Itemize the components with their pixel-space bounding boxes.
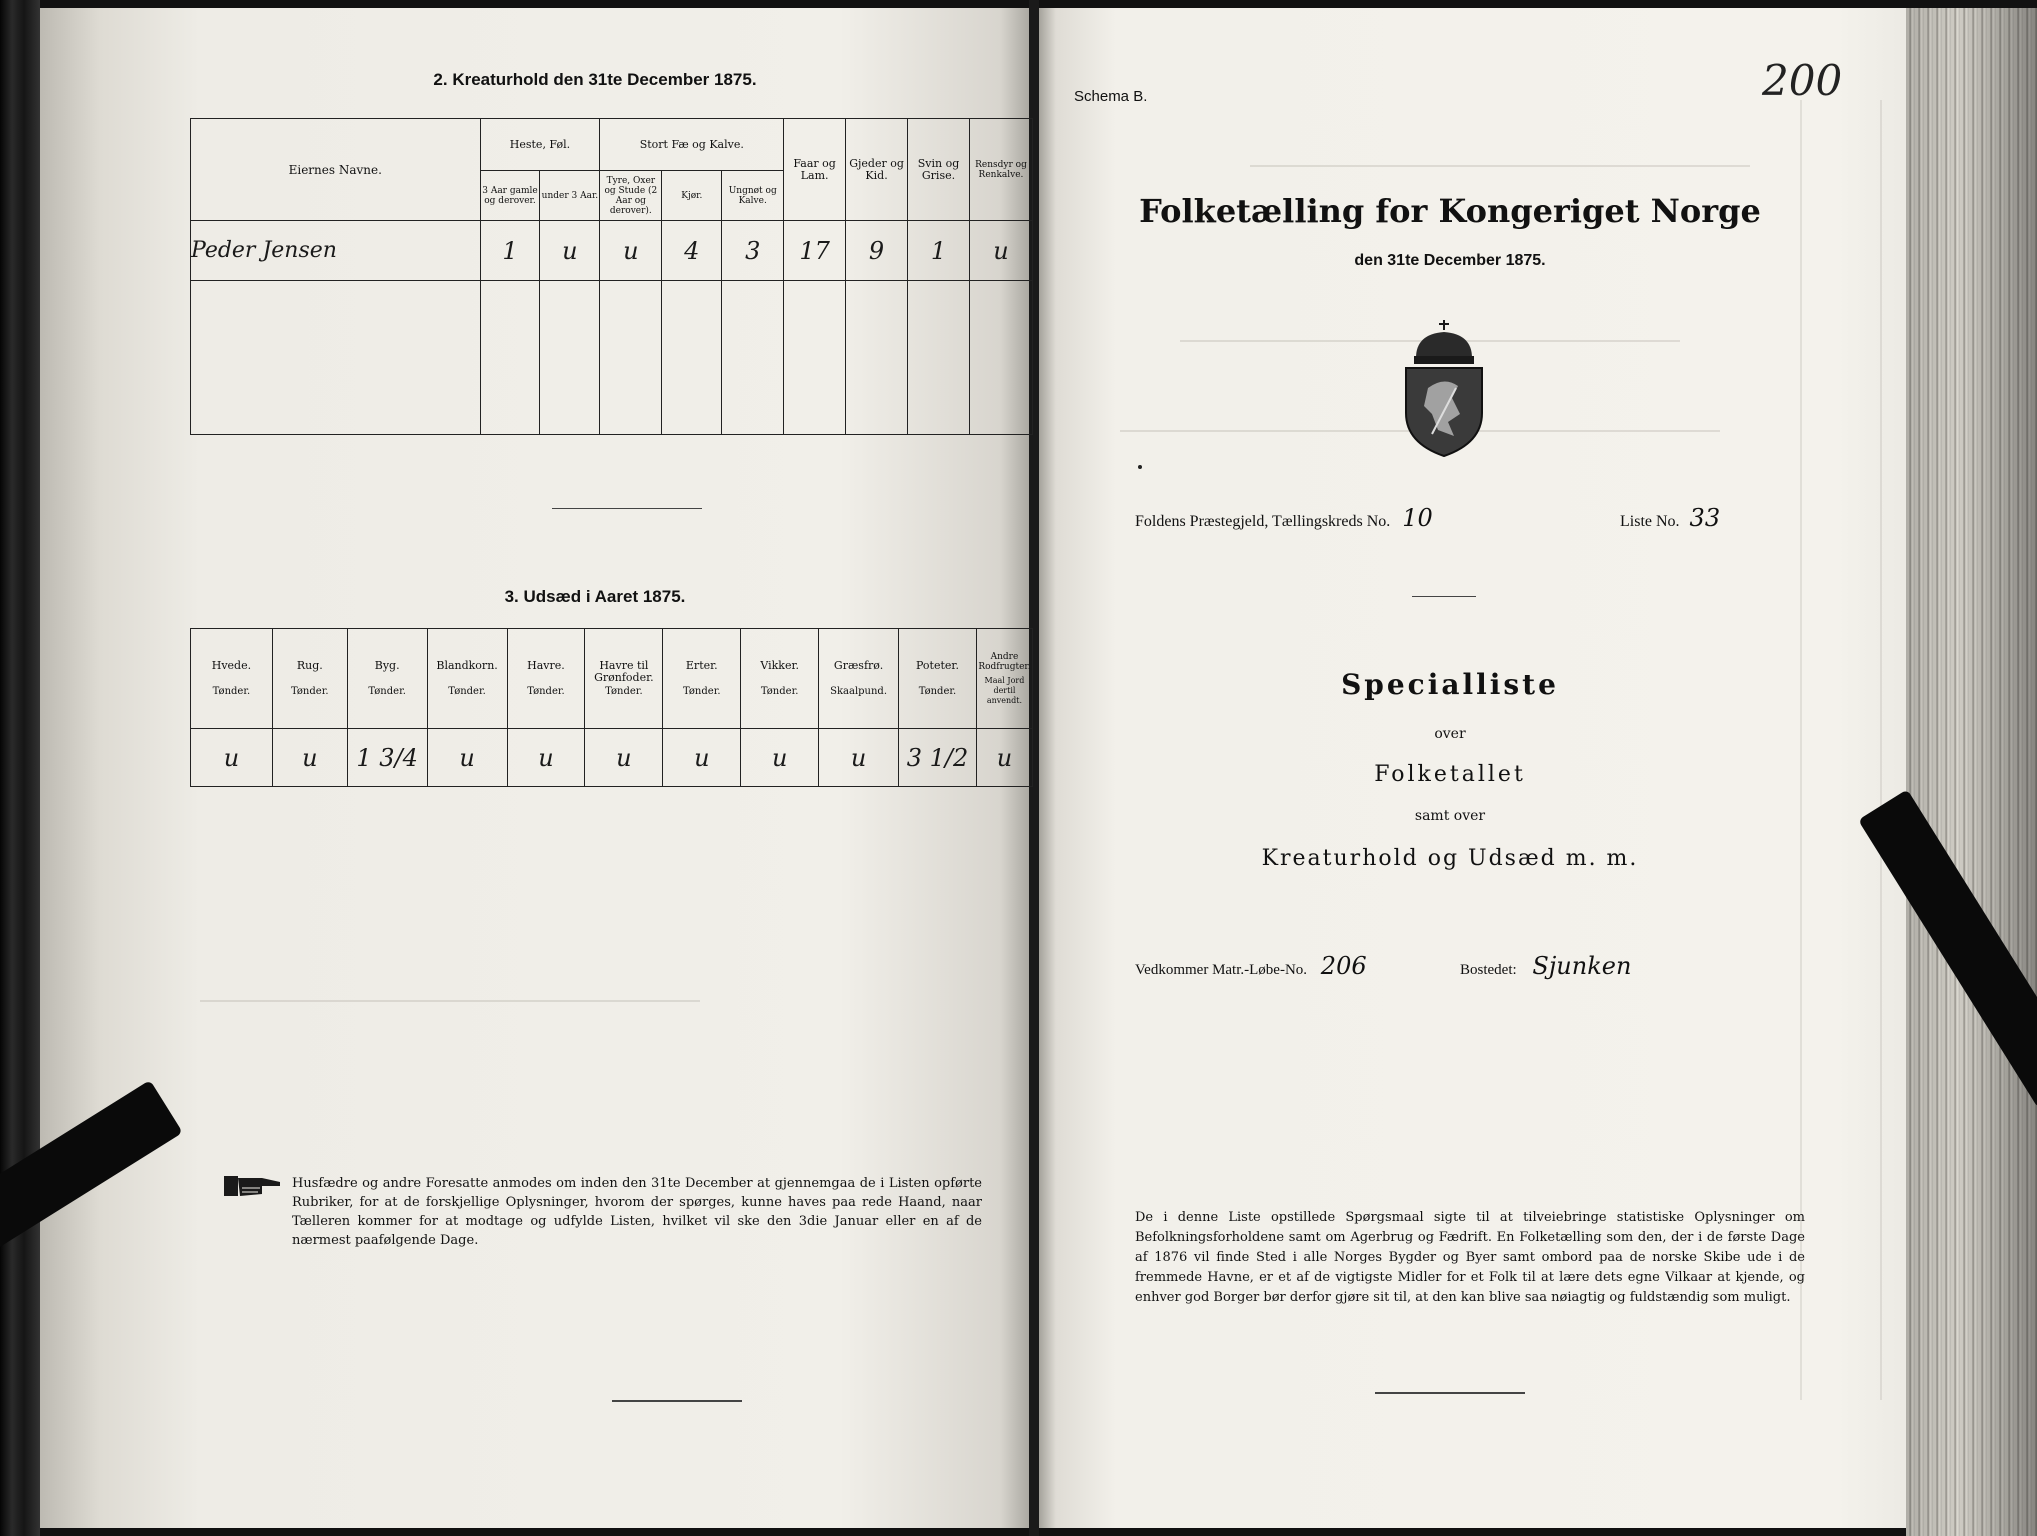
horses-3yr-header: 3 Aar gamle og derover. — [480, 171, 540, 221]
crop-header: Andre Rodfrugter. — [978, 651, 1031, 672]
date-line: den 31te December 1875. — [1354, 252, 1546, 269]
district-number: 10 — [1402, 504, 1433, 532]
count-cell: 9 — [846, 221, 908, 281]
count-cell: u — [969, 221, 1032, 281]
matr-number: 206 — [1320, 952, 1367, 980]
seed-cell: u — [507, 729, 585, 787]
unit-header: Tønder. — [448, 685, 486, 697]
table-row — [191, 221, 1033, 281]
unit-header: Tønder. — [527, 685, 565, 697]
unit-header: Skaalpund. — [830, 685, 888, 697]
livestock-table — [190, 118, 1033, 435]
unit-header: Maal Jord dertil anvendt. — [984, 675, 1025, 705]
horses-under3-header: under 3 Aar. — [540, 171, 600, 221]
count-cell: 4 — [662, 221, 722, 281]
seed-cell: u — [585, 729, 663, 787]
crop-header: Havre. — [527, 658, 565, 672]
explanation-text: De i denne Liste opstillede Spørgsmaal sigte til at tilveiebringe statistiske Oplysninger om Befolkningsforholdene samt om Agerbrug og Fædrift. En Folketælling som den, der i de første Dage af 1876 vil finde Sted i alle Norges Bygder og Byer samt ombord paa de norske Skibe ude i de fremmede Havne, er et af de vigtigste Midler for et Folk til at lære dets egne Vilkaar at kjende, og enhver god Borger bør derfor gjøre sit til, at den kan blive saa nøiagtig og fuldstændig som muligt. — [1135, 1210, 1805, 1305]
seed-cell: u — [272, 729, 347, 787]
count-cell: u — [600, 221, 662, 281]
liste-line — [1620, 504, 1720, 532]
seed-table — [190, 628, 1033, 787]
matr-prefix: Vedkommer Matr.-Løbe-No. — [1135, 962, 1308, 978]
seed-cell: u — [663, 729, 741, 787]
book-edge-left — [0, 0, 40, 1536]
cows-header: Kjør. — [662, 171, 722, 221]
count-cell: 1 — [908, 221, 970, 281]
section3-title: 3. Udsæd i Aaret 1875. — [504, 587, 686, 606]
sheep-header: Faar og Lam. — [784, 119, 846, 221]
owner-name: Peder Jensen — [191, 221, 481, 281]
crop-header: Byg. — [374, 658, 400, 672]
separator-line — [1375, 1392, 1525, 1394]
seed-cell: u — [819, 729, 899, 787]
crop-header: Blandkorn. — [436, 658, 498, 672]
crop-header: Rug. — [296, 658, 323, 672]
horses-group-header: Heste, Føl. — [480, 119, 600, 171]
count-cell: 1 — [480, 221, 540, 281]
unit-header: Tønder. — [291, 685, 329, 697]
coat-of-arms-icon — [1394, 318, 1494, 458]
separator-line — [1412, 596, 1476, 597]
schema-label: Schema B. — [1074, 88, 1148, 105]
bosted-value: Sjunken — [1532, 952, 1632, 980]
seed-cell: 1 3/4 — [347, 729, 427, 787]
pigs-header: Svin og Grise. — [908, 119, 970, 221]
separator-line — [612, 1400, 742, 1402]
special-title: Specialliste — [1341, 668, 1559, 701]
folketallet-label: Folketallet — [1374, 762, 1526, 787]
count-cell: 3 — [722, 221, 784, 281]
count-cell: u — [540, 221, 600, 281]
unit-header: Tønder. — [683, 685, 721, 697]
district-line — [1135, 504, 1433, 532]
seed-cell: u — [976, 729, 1032, 787]
cattle-group-header: Stort Fæ og Kalve. — [600, 119, 784, 171]
crop-header: Poteter. — [915, 658, 959, 672]
unit-header: Tønder. — [212, 685, 251, 697]
kreaturhold-label: Kreaturhold og Udsæd m. m. — [1261, 846, 1639, 871]
over-label: over — [1434, 726, 1466, 742]
unit-header: Tønder. — [368, 685, 406, 697]
pointing-hand-icon — [222, 1172, 284, 1200]
samt-over-label: samt over — [1414, 808, 1486, 824]
matr-line — [1135, 952, 1367, 980]
seed-cell: u — [191, 729, 273, 787]
unit-header: Tønder. — [918, 685, 957, 697]
seed-cell: u — [741, 729, 819, 787]
unit-header: Tønder. — [760, 685, 799, 697]
separator-line — [552, 508, 702, 509]
crop-header: Erter. — [685, 658, 718, 672]
unit-header: Tønder. — [605, 685, 643, 697]
calves-header: Ungnøt og Kalve. — [722, 171, 784, 221]
main-title: Folketælling for Kongeriget Norge — [1139, 192, 1761, 230]
seed-cell: u — [427, 729, 507, 787]
table-row — [191, 729, 1033, 787]
bosted-line — [1460, 952, 1631, 980]
page-number: 200 — [1762, 56, 1843, 105]
district-prefix: Foldens Præstegjeld, Tællingskreds No. — [1135, 513, 1391, 530]
count-cell: 17 — [784, 221, 846, 281]
crop-header: Græsfrø. — [833, 658, 884, 672]
seed-cell: 3 1/2 — [899, 729, 977, 787]
owner-name-header: Eiernes Navne. — [191, 119, 481, 221]
crop-header: Vikker. — [760, 658, 799, 672]
crop-header: Havre til Grønfoder. — [594, 658, 654, 684]
reindeer-header: Rensdyr og Renkalve. — [969, 119, 1032, 221]
section2-title: 2. Kreaturhold den 31te December 1875. — [433, 70, 757, 89]
liste-number: 33 — [1689, 504, 1721, 532]
bulls-header: Tyre, Oxer og Stude (2 Aar og derover). — [600, 171, 662, 221]
instruction-note: Husfædre og andre Foresatte anmodes om inden den 31te December at gjennemgaa de i Listen opførte Rubriker, for at de forskjellige Oplysninger, hvorom der spørges, kunne haves paa rede Haand, naar Tælleren kommer for at modtage og udfylde Listen, hvilket vil ske den 3die Januar eller en af de nærmest paafølgende Dage. — [292, 1176, 982, 1248]
liste-prefix: Liste No. — [1620, 513, 1680, 530]
crop-header: Hvede. — [211, 658, 252, 672]
bosted-prefix: Bostedet: — [1460, 962, 1517, 978]
goats-header: Gjeder og Kid. — [846, 119, 908, 221]
